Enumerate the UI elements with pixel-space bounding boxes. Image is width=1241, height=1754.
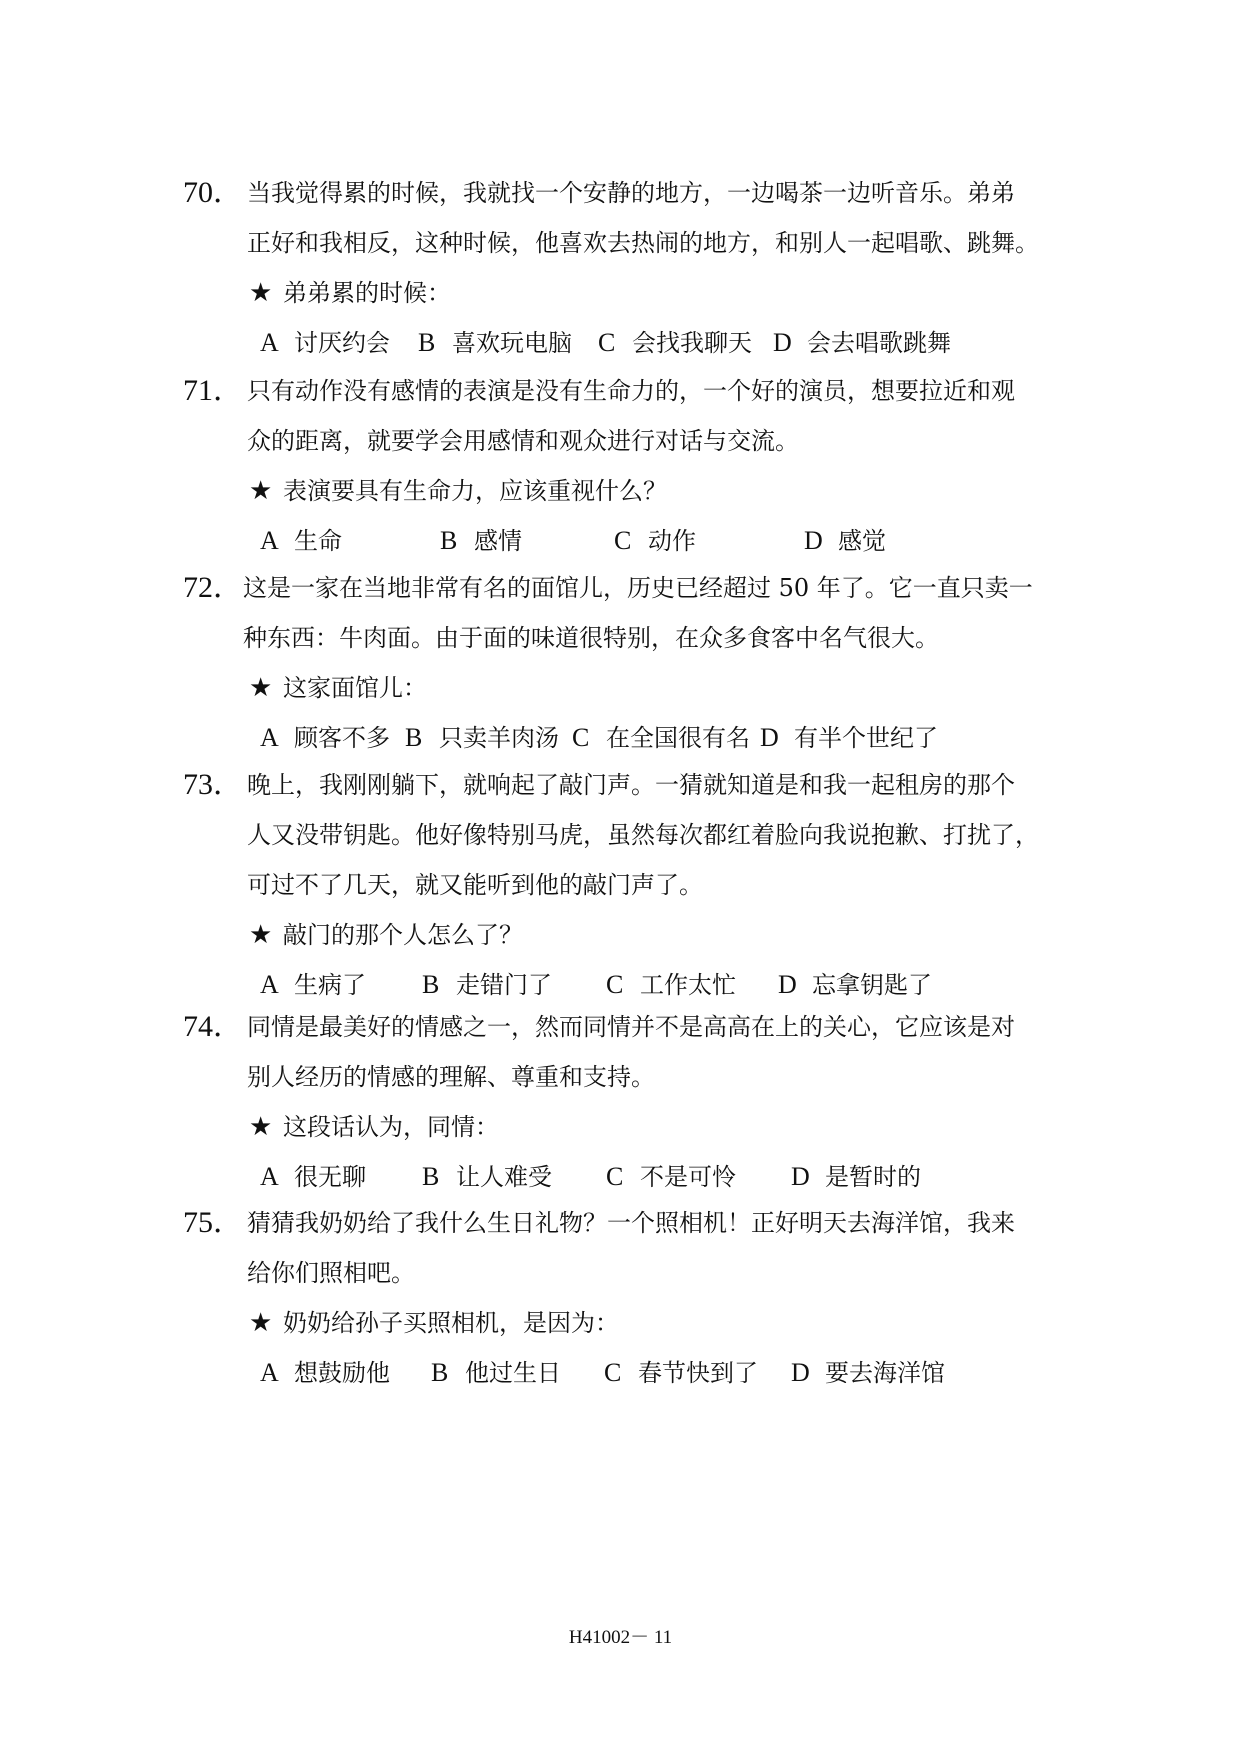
passage-line: 猜猜我奶奶给了我什么生日礼物？一个照相机！正好明天去海洋馆，我来 [247,1209,1015,1237]
star-icon: ★ [249,476,273,506]
prompt-text: 弟弟累的时候： [283,279,451,307]
answer-options [183,318,1063,368]
star-icon: ★ [249,920,273,950]
option-d[interactable]: D 是暂时的 [791,1162,921,1191]
question-74 [183,1002,1063,1202]
question-number: 73． [183,768,243,801]
option-a[interactable]: A 生命 [260,526,342,555]
option-c[interactable]: C 动作 [614,526,696,555]
option-d[interactable]: D 忘拿钥匙了 [778,970,932,999]
answer-options [183,713,1063,763]
prompt-text: 这段话认为，同情： [283,1113,499,1141]
option-b[interactable]: B 感情 [440,526,522,555]
question-number: 75． [183,1206,243,1239]
question-prompt [249,1298,1063,1348]
option-a[interactable]: A 想鼓励他 [260,1358,390,1387]
question-passage [247,366,1063,466]
option-a[interactable]: A 很无聊 [260,1162,366,1191]
answer-options [183,516,1063,566]
star-icon: ★ [249,278,273,308]
passage-line: 众的距离，就要学会用感情和观众进行对话与交流。 [247,427,799,455]
prompt-text: 敲门的那个人怎么了？ [283,921,523,949]
question-73 [183,760,1063,1010]
star-icon: ★ [249,1308,273,1338]
option-a[interactable]: A 顾客不多 [260,723,390,752]
answer-options [183,1152,1063,1202]
option-c[interactable]: C 工作太忙 [606,970,736,999]
passage-line: 这是一家在当地非常有名的面馆儿，历史已经超过 50 年了。它一直只卖一 [243,574,1033,602]
question-prompt [249,663,1063,713]
option-c[interactable]: C 不是可怜 [606,1162,736,1191]
question-75 [183,1198,1063,1398]
option-a[interactable]: A 讨厌约会 [260,328,390,357]
passage-line: 可过不了几天，就又能听到他的敲门声了。 [247,871,703,899]
passage-line: 只有动作没有感情的表演是没有生命力的，一个好的演员，想要拉近和观 [247,377,1015,405]
question-passage [247,1198,1063,1298]
star-icon: ★ [249,673,273,703]
passage-line: 晚上，我刚刚躺下，就响起了敲门声。一猜就知道是和我一起租房的那个 [247,771,1015,799]
option-b[interactable]: B 只卖羊肉汤 [405,723,559,752]
question-70 [183,168,1063,368]
question-prompt [249,466,1063,516]
option-a[interactable]: A 生病了 [260,970,366,999]
question-71 [183,366,1063,566]
passage-line: 同情是最美好的情感之一，然而同情并不是高高在上的关心，它应该是对 [247,1013,1015,1041]
option-b[interactable]: B 走错门了 [422,970,552,999]
option-d[interactable]: D 感觉 [804,526,886,555]
question-prompt [249,1102,1063,1152]
page-footer: H41002－ 11 [568,1627,673,1648]
passage-line: 正好和我相反，这种时候，他喜欢去热闹的地方，和别人一起唱歌、跳舞。 [247,229,1039,257]
option-b[interactable]: B 他过生日 [431,1358,561,1387]
prompt-text: 奶奶给孙子买照相机，是因为： [283,1309,619,1337]
question-passage [247,760,1063,910]
option-d[interactable]: D 有半个世纪了 [760,723,938,752]
option-c[interactable]: C 会找我聊天 [598,328,752,357]
passage-line: 种东西：牛肉面。由于面的味道很特别，在众多食客中名气很大。 [243,624,939,652]
passage-line: 当我觉得累的时候，我就找一个安静的地方，一边喝茶一边听音乐。弟弟 [247,179,1015,207]
question-prompt [249,910,1063,960]
question-passage [247,168,1063,268]
question-prompt [249,268,1063,318]
star-icon: ★ [249,1112,273,1142]
answer-options [183,1348,1063,1398]
question-passage [247,1002,1063,1102]
option-b[interactable]: B 让人难受 [422,1162,552,1191]
passage-line: 别人经历的情感的理解、尊重和支持。 [247,1063,655,1091]
prompt-text: 表演要具有生命力，应该重视什么？ [283,477,667,505]
question-passage [243,563,1063,663]
passage-line: 给你们照相吧。 [247,1259,415,1287]
question-72 [183,563,1063,763]
question-number: 72． [183,571,243,604]
question-number: 71． [183,374,243,407]
question-number: 74． [183,1010,243,1043]
option-d[interactable]: D 会去唱歌跳舞 [773,328,951,357]
option-b[interactable]: B 喜欢玩电脑 [418,328,572,357]
question-number: 70． [183,176,243,209]
option-c[interactable]: C 在全国很有名 [572,723,750,752]
passage-line: 人又没带钥匙。他好像特别马虎，虽然每次都红着脸向我说抱歉、打扰了， [247,821,1039,849]
option-d[interactable]: D 要去海洋馆 [791,1358,945,1387]
prompt-text: 这家面馆儿： [283,674,427,702]
option-c[interactable]: C 春节快到了 [604,1358,758,1387]
